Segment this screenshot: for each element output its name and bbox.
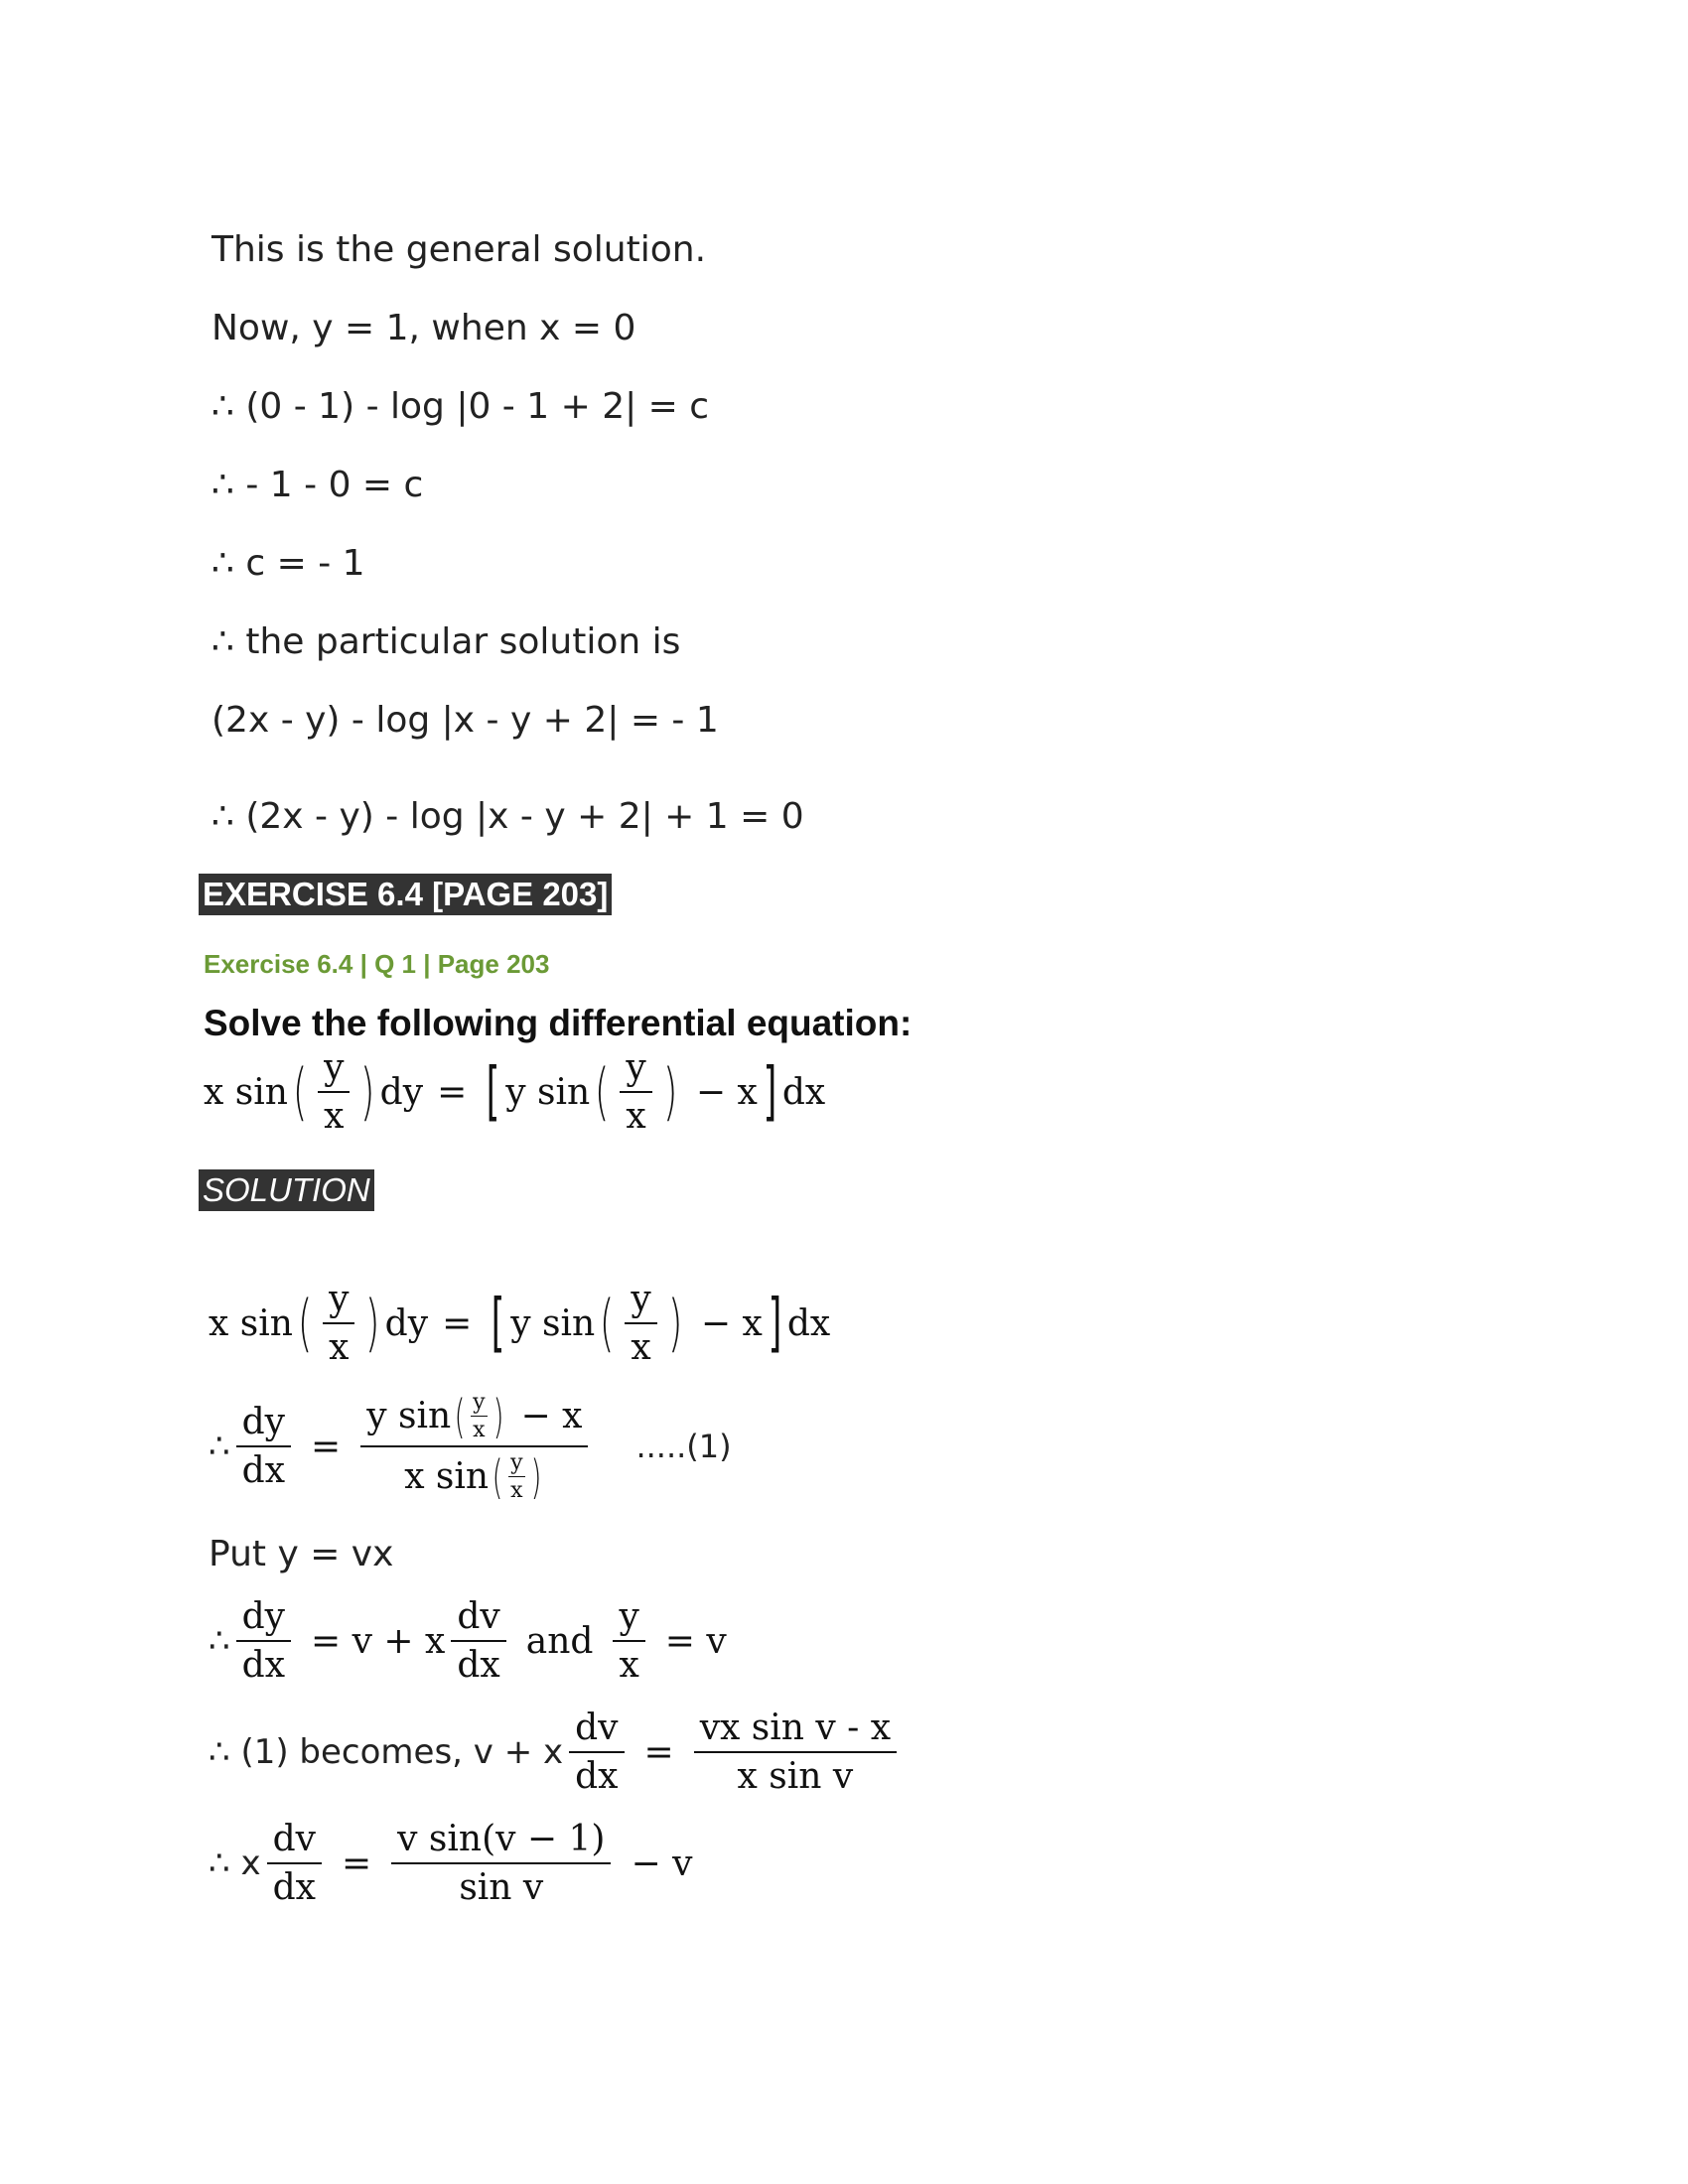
fraction-dy-dx: $\frac{dy}{dx}$ — [236, 1402, 291, 1491]
fraction-vx-sinv: $\frac{\text{vx sin v - x}}{\text{x sin v}}$ — [694, 1707, 897, 1797]
fraction-y-over-x: $\frac{y}{x}$ — [323, 1279, 354, 1368]
solution-label: SOLUTION — [199, 1169, 374, 1211]
section-header: EXERCISE 6.4 [PAGE 203] — [199, 874, 612, 915]
solution-equation-4: ∴ (1) becomes, v + x $\frac{dv}{dx}$ = $\frac{\text{vx sin v - x}}{\text{x sin v}}$ — [209, 1707, 903, 1797]
fraction-y-over-x: $\frac{y}{x}$ — [625, 1279, 656, 1368]
text-line-general-solution: This is the general solution. — [211, 229, 707, 270]
solution-equation-5: ∴ x $\frac{dv}{dx}$ = $\frac{\text{v sin(v − 1)}}{\text{sin v}}$ − v — [209, 1819, 693, 1908]
text-line-substitution: ∴ (0 - 1) - log |0 - 1 + 2| = c — [211, 386, 710, 427]
fraction-dv-dx: $\frac{dv}{dx}$ — [451, 1596, 505, 1686]
fraction-y-over-x: $\frac{y}{x}$ — [613, 1596, 644, 1686]
fraction-vsin-over-sinv: $\frac{\text{v sin(v − 1)}}{\text{sin v}}$ — [391, 1819, 611, 1908]
fraction-main-rhs: y sin ( $\frac{y}{x}$ ) − x x sin ( $\frac{y}{x}$ ) — [360, 1390, 588, 1503]
solution-equation-1: x sin ( $\frac{y}{x}$ ) dy = [ y sin ( $\frac{y}{x}$ ) − x ] dx — [209, 1279, 831, 1368]
question-reference: Exercise 6.4 | Q 1 | Page 203 — [204, 949, 550, 979]
question-title: Solve the following differential equation: — [204, 1003, 913, 1043]
fraction-dv-dx: $\frac{dv}{dx}$ — [267, 1819, 322, 1908]
text-line-particular-intro: ∴ the particular solution is — [211, 621, 681, 662]
text-line-initial-condition: Now, y = 1, when x = 0 — [211, 308, 636, 348]
solution-equation-3: ∴ $\frac{dy}{dx}$ = v + x $\frac{dv}{dx}$ and $\frac{y}{x}$ = v — [209, 1596, 727, 1686]
question-equation: x sin ( $\frac{y}{x}$ ) dy = [ y sin ( $\frac{y}{x}$ ) − x ] dx — [204, 1047, 826, 1137]
text-line-put: Put y = vx — [209, 1534, 394, 1574]
fraction-y-over-x: $\frac{y}{x}$ — [318, 1047, 350, 1137]
text-line-c-step: ∴ - 1 - 0 = c — [211, 465, 424, 505]
fraction-dv-dx: $\frac{dv}{dx}$ — [569, 1707, 624, 1797]
solution-equation-2: ∴ $\frac{dy}{dx}$ = y sin ( $\frac{y}{x}$ ) − x x sin ( $\frac{y}{x}$ ) .....(1) — [209, 1389, 732, 1504]
fraction-dy-dx: $\frac{dy}{dx}$ — [236, 1596, 291, 1686]
equation-tag: .....(1) — [635, 1428, 732, 1465]
text-line-final-eq: ∴ (2x - y) - log |x - y + 2| + 1 = 0 — [211, 796, 804, 837]
text-line-c-value: ∴ c = - 1 — [211, 543, 365, 584]
text-line-particular-eq: (2x - y) - log |x - y + 2| = - 1 — [211, 700, 719, 741]
fraction-y-over-x: $\frac{y}{x}$ — [620, 1047, 651, 1137]
